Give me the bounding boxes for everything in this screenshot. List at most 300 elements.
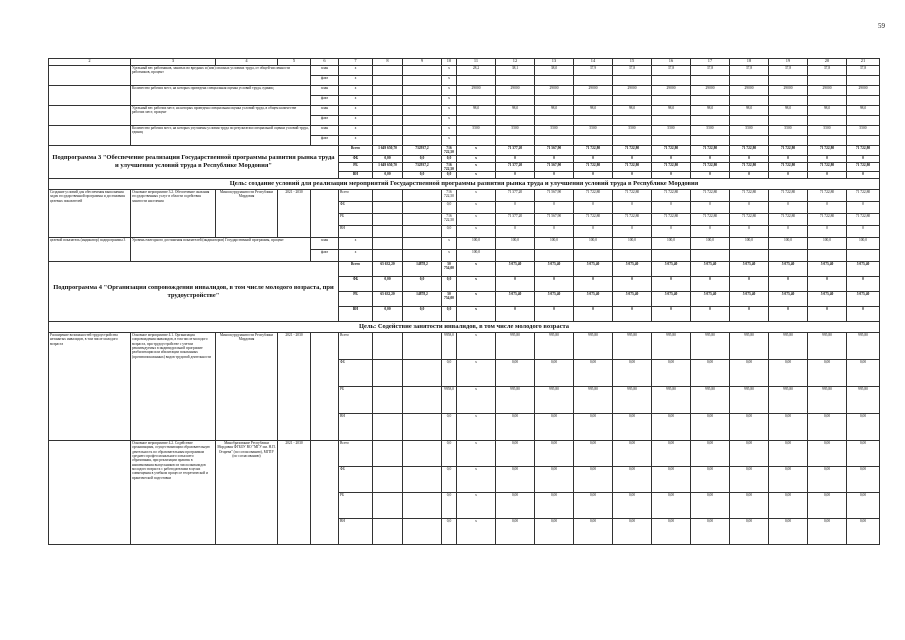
table-cell: х bbox=[442, 136, 457, 146]
table-cell: 0,00 bbox=[373, 277, 403, 292]
table-cell: 71 722,80 bbox=[808, 190, 847, 202]
table-cell: 995,80 bbox=[808, 387, 847, 414]
table-cell bbox=[496, 250, 535, 262]
table-cell: 37,8 bbox=[730, 66, 769, 76]
table-cell: Всего bbox=[339, 333, 373, 360]
table-cell: 5 075,40 bbox=[535, 292, 574, 307]
table-cell: 71 722,80 bbox=[652, 146, 691, 156]
table-cell: х bbox=[457, 226, 496, 238]
table-cell: 0,00 bbox=[691, 360, 730, 387]
table-cell: 0 bbox=[730, 277, 769, 292]
column-header: 3 bbox=[131, 59, 216, 66]
table-cell: 0,00 bbox=[496, 467, 535, 493]
table-cell: х bbox=[457, 414, 496, 441]
table-cell: 0 bbox=[535, 155, 574, 162]
table-cell: 995,80 bbox=[613, 333, 652, 360]
table-cell: 0,00 bbox=[730, 493, 769, 519]
table-row bbox=[49, 238, 880, 250]
executor: Минсоцтрудзанятости Республики Мордовия bbox=[216, 190, 278, 238]
table-cell: 0,00 bbox=[730, 441, 769, 467]
column-header: 20 bbox=[808, 59, 847, 66]
table-cell: 5 075,40 bbox=[574, 292, 613, 307]
table-cell: 98,0 bbox=[769, 106, 808, 116]
table-cell: 0 bbox=[808, 202, 847, 214]
table-cell: РБ bbox=[339, 214, 373, 226]
table-cell: 71 722,80 bbox=[730, 162, 769, 172]
table-cell bbox=[769, 250, 808, 262]
table-cell: 0 bbox=[613, 172, 652, 179]
table-cell: 0 bbox=[574, 226, 613, 238]
indicator-label: Удельный вес рабочих мест, на которых проведена специальная оценка условий труда, в общем количестве рабочих мест, процент bbox=[131, 106, 311, 126]
table-cell: х bbox=[442, 96, 457, 106]
table-cell bbox=[311, 190, 339, 238]
table-cell: ФБ bbox=[339, 467, 373, 493]
table-cell: 71 567,90 bbox=[535, 190, 574, 202]
table-cell: 71 722,80 bbox=[730, 214, 769, 226]
table-cell: 71 722,80 bbox=[691, 146, 730, 156]
table-cell: 0 bbox=[652, 226, 691, 238]
table-cell: 5500 bbox=[691, 126, 730, 136]
table-cell: 995,80 bbox=[535, 333, 574, 360]
table-cell: 0 bbox=[496, 277, 535, 292]
table-cell: 71 722,80 bbox=[652, 190, 691, 202]
table-cell bbox=[691, 116, 730, 126]
table-cell: 0,00 bbox=[613, 519, 652, 545]
table-cell: 71 567,90 bbox=[535, 214, 574, 226]
table-cell: 98,0 bbox=[691, 106, 730, 116]
table-cell bbox=[373, 76, 403, 86]
column-header: 4 bbox=[216, 59, 278, 66]
table-cell: 716 722,50 bbox=[442, 190, 457, 202]
table-cell bbox=[373, 519, 403, 545]
table-cell bbox=[403, 467, 442, 493]
table-cell: 0,00 bbox=[535, 414, 574, 441]
table-cell bbox=[373, 441, 403, 467]
table-cell: 71 722,80 bbox=[613, 190, 652, 202]
table-cell: 37,9 bbox=[574, 66, 613, 76]
table-cell bbox=[403, 441, 442, 467]
column-header: 7 bbox=[339, 59, 373, 66]
table-cell: факт bbox=[311, 76, 339, 86]
table-cell bbox=[496, 96, 535, 106]
table-cell: 0,00 bbox=[847, 519, 880, 545]
activity-name: Основное мероприятие 4.1. Организация сопровождения инвалидов, в том числе молодого возраста, при трудоустройстве с учетом рекомендуемых в индивидуальной программе реабилитации или абилитации показанных (противопоказанных) видов трудовой деятельности bbox=[131, 333, 216, 441]
table-cell bbox=[613, 76, 652, 86]
table-cell: х bbox=[442, 250, 457, 262]
table-cell bbox=[403, 387, 442, 414]
table-cell bbox=[373, 106, 403, 116]
table-cell: 0,00 bbox=[847, 493, 880, 519]
table-cell: 100,0 bbox=[808, 238, 847, 250]
table-cell bbox=[730, 76, 769, 86]
table-cell: 98,0 bbox=[808, 106, 847, 116]
table-cell: план bbox=[311, 66, 339, 76]
table-cell: 0 bbox=[808, 226, 847, 238]
column-header: 8 bbox=[373, 59, 403, 66]
table-cell: 0 bbox=[652, 172, 691, 179]
table-cell: 29000 bbox=[808, 86, 847, 96]
task-cell: Расширение возможностей трудоустройства незанятых инвалидов, в том числе молодого возраста bbox=[49, 333, 131, 441]
table-cell: х bbox=[442, 76, 457, 86]
table-cell bbox=[373, 86, 403, 96]
table-cell bbox=[574, 136, 613, 146]
table-cell: 0,00 bbox=[535, 519, 574, 545]
table-cell: 98,0 bbox=[574, 106, 613, 116]
table-cell: Всего bbox=[339, 146, 373, 156]
table-cell bbox=[652, 96, 691, 106]
table-cell bbox=[535, 136, 574, 146]
table-cell: 71 377,20 bbox=[496, 162, 535, 172]
table-cell: 37,8 bbox=[808, 66, 847, 76]
table-cell: 0 bbox=[691, 277, 730, 292]
table-cell: 995,80 bbox=[730, 333, 769, 360]
table-cell bbox=[311, 333, 339, 441]
table-cell: ФБ bbox=[339, 155, 373, 162]
table-cell bbox=[49, 126, 131, 146]
column-header: 9 bbox=[403, 59, 442, 66]
table-cell: 0 bbox=[613, 226, 652, 238]
table-cell: Всего bbox=[339, 262, 373, 277]
task-cell bbox=[49, 441, 131, 545]
table-cell: 5 075,40 bbox=[691, 262, 730, 277]
table-cell bbox=[613, 136, 652, 146]
table-cell: 0 bbox=[808, 155, 847, 162]
table-cell bbox=[373, 96, 403, 106]
table-cell bbox=[403, 202, 442, 214]
table-cell: 995,80 bbox=[496, 387, 535, 414]
table-cell bbox=[403, 76, 442, 86]
table-cell: 0,00 bbox=[652, 414, 691, 441]
table-cell: 5 075,40 bbox=[730, 262, 769, 277]
table-cell: 0 bbox=[769, 277, 808, 292]
table-cell: 71 722,80 bbox=[613, 146, 652, 156]
table-cell: 65 632,20 bbox=[373, 292, 403, 307]
table-cell: 98,0 bbox=[613, 106, 652, 116]
table-cell: план bbox=[311, 238, 339, 250]
table-cell: 0,00 bbox=[652, 493, 691, 519]
table-cell: 0,00 bbox=[496, 441, 535, 467]
table-row bbox=[49, 190, 880, 202]
table-cell: 71 722,80 bbox=[847, 146, 880, 156]
table-cell: 0,0 bbox=[442, 414, 457, 441]
table-cell: х bbox=[339, 126, 373, 136]
table-cell: 0 bbox=[574, 202, 613, 214]
table-cell: 5 075,40 bbox=[496, 262, 535, 277]
executor: Минсоцтрудзанятости Республики Мордовия bbox=[216, 333, 278, 441]
table-cell: 98,0 bbox=[652, 106, 691, 116]
table-cell: 0,00 bbox=[691, 441, 730, 467]
subprogram-title: Подпрограмма 4 "Организация сопровождения инвалидов, в том числе молодого возраста, при трудоустройстве" bbox=[49, 262, 339, 322]
table-cell: 0 bbox=[691, 226, 730, 238]
table-cell bbox=[730, 136, 769, 146]
indicator-label: Количество рабочих мест, на которых улучшены условия труда по результатам специальной оценки условий труда, единиц bbox=[131, 126, 311, 146]
table-cell bbox=[373, 66, 403, 76]
table-cell: х bbox=[457, 441, 496, 467]
table-cell: план bbox=[311, 126, 339, 136]
table-cell: 995,80 bbox=[847, 387, 880, 414]
column-header: 10 bbox=[442, 59, 457, 66]
table-cell: 0,00 bbox=[535, 493, 574, 519]
table-cell bbox=[403, 333, 442, 360]
table-cell: 98,0 bbox=[730, 106, 769, 116]
column-header: 6 bbox=[311, 59, 339, 66]
table-cell bbox=[652, 250, 691, 262]
column-header: 17 bbox=[691, 59, 730, 66]
table-cell: 0 bbox=[730, 226, 769, 238]
activity-name: Основное мероприятие 4.2. Содействие организациям, осуществляющим образовательную деятельность по образовательным программам среднего профессионального и высшего образования, при реализации практик в наименования выпускников из числа инвалидов молодого возраста с работодателями в целях совмещения в учебном процессе теоретической и практической подготовки bbox=[131, 441, 216, 545]
table-cell: 0,00 bbox=[847, 414, 880, 441]
table-cell: 0 bbox=[496, 307, 535, 322]
table-cell: 0 bbox=[808, 307, 847, 322]
table-cell: 29000 bbox=[574, 86, 613, 96]
table-cell: 0,00 bbox=[496, 414, 535, 441]
table-cell bbox=[847, 76, 880, 86]
table-cell bbox=[496, 136, 535, 146]
table-cell: 0,00 bbox=[652, 360, 691, 387]
table-cell bbox=[613, 96, 652, 106]
table-cell: 0,00 bbox=[808, 414, 847, 441]
table-cell bbox=[691, 76, 730, 86]
table-cell bbox=[730, 96, 769, 106]
table-cell bbox=[808, 116, 847, 126]
table-cell bbox=[574, 96, 613, 106]
table-cell: 5 075,40 bbox=[496, 292, 535, 307]
table-cell bbox=[373, 360, 403, 387]
table-cell: 0 bbox=[652, 202, 691, 214]
table-cell bbox=[373, 414, 403, 441]
table-cell bbox=[769, 76, 808, 86]
column-header: 19 bbox=[769, 59, 808, 66]
table-cell: х bbox=[442, 86, 457, 96]
table-cell: 50 754,00 bbox=[442, 292, 457, 307]
table-cell: 0 bbox=[769, 307, 808, 322]
table-cell: 0,00 bbox=[613, 414, 652, 441]
table-cell: 5 075,40 bbox=[769, 292, 808, 307]
table-cell: 0,00 bbox=[652, 441, 691, 467]
table-body bbox=[49, 59, 880, 545]
table-cell bbox=[652, 76, 691, 86]
table-cell: 995,80 bbox=[847, 333, 880, 360]
table-cell: 0,0 bbox=[442, 519, 457, 545]
column-header: 14 bbox=[574, 59, 613, 66]
table-cell: 0 bbox=[730, 202, 769, 214]
table-cell: план bbox=[311, 106, 339, 116]
table-cell: 5500 bbox=[730, 126, 769, 136]
table-cell: 0,0 bbox=[442, 467, 457, 493]
table-cell: 5500 bbox=[769, 126, 808, 136]
table-cell: 0 bbox=[691, 155, 730, 162]
table-cell: 100,0 bbox=[847, 238, 880, 250]
table-cell: 0,00 bbox=[769, 519, 808, 545]
column-header: 16 bbox=[652, 59, 691, 66]
table-cell: 100,0 bbox=[613, 238, 652, 250]
table-cell: х bbox=[457, 172, 496, 179]
table-cell bbox=[373, 136, 403, 146]
table-cell bbox=[535, 96, 574, 106]
table-cell: х bbox=[457, 467, 496, 493]
table-cell: х bbox=[457, 162, 496, 172]
table-cell: 0,00 bbox=[730, 467, 769, 493]
table-row bbox=[49, 146, 880, 156]
table-cell bbox=[613, 250, 652, 262]
table-cell: 716 722,50 bbox=[442, 162, 457, 172]
table-cell: 71 722,80 bbox=[613, 214, 652, 226]
table-cell: 0,00 bbox=[496, 519, 535, 545]
table-cell: 5500 bbox=[457, 126, 496, 136]
table-cell: 5 075,40 bbox=[847, 262, 880, 277]
table-cell: х bbox=[457, 387, 496, 414]
table-cell: 0,00 bbox=[613, 467, 652, 493]
table-cell: 995,80 bbox=[574, 387, 613, 414]
table-cell: 29000 bbox=[652, 86, 691, 96]
table-cell: 995,80 bbox=[652, 387, 691, 414]
column-header: 15 bbox=[613, 59, 652, 66]
table-cell: 71 567,90 bbox=[535, 146, 574, 156]
table-cell bbox=[403, 250, 442, 262]
table-cell: 0 bbox=[613, 202, 652, 214]
table-cell bbox=[373, 202, 403, 214]
table-cell: 9958,0 bbox=[442, 387, 457, 414]
column-header: 11 bbox=[457, 59, 496, 66]
table-cell: 995,80 bbox=[808, 333, 847, 360]
table-cell bbox=[403, 226, 442, 238]
table-cell: 14878,2 bbox=[403, 262, 442, 277]
table-cell: 0 bbox=[535, 172, 574, 179]
indicator-label: Удельный вес работников, занятых во вредных и (или) опасных условиях труда, от общей численности работников, процент bbox=[131, 66, 311, 86]
table-cell: 38,1 bbox=[496, 66, 535, 76]
table-cell: 5 075,40 bbox=[769, 262, 808, 277]
table-cell: 0,00 bbox=[535, 441, 574, 467]
table-cell: 28,2 bbox=[457, 66, 496, 76]
table-cell: 71 722,80 bbox=[691, 214, 730, 226]
table-cell: 0,00 bbox=[730, 414, 769, 441]
table-cell bbox=[49, 86, 131, 106]
table-cell bbox=[373, 333, 403, 360]
table-cell: 71 722,80 bbox=[691, 162, 730, 172]
table-cell: 995,80 bbox=[769, 387, 808, 414]
table-cell: 0 bbox=[535, 226, 574, 238]
table-cell bbox=[373, 387, 403, 414]
table-cell: 5500 bbox=[613, 126, 652, 136]
table-cell: 5 075,40 bbox=[808, 292, 847, 307]
table-cell: х bbox=[457, 519, 496, 545]
table-row bbox=[49, 262, 880, 277]
table-cell: 100,0 bbox=[730, 238, 769, 250]
table-cell: 71 377,20 bbox=[496, 190, 535, 202]
table-cell: 0 bbox=[847, 307, 880, 322]
table-cell: 37,8 bbox=[613, 66, 652, 76]
table-cell: 995,80 bbox=[652, 333, 691, 360]
table-cell: 5500 bbox=[496, 126, 535, 136]
table-cell bbox=[730, 116, 769, 126]
table-cell: х bbox=[457, 146, 496, 156]
table-cell bbox=[574, 116, 613, 126]
table-cell: 5 075,40 bbox=[652, 292, 691, 307]
table-cell bbox=[457, 76, 496, 86]
table-cell: 0,0 bbox=[442, 155, 457, 162]
table-cell: 0 bbox=[769, 226, 808, 238]
table-cell: х bbox=[457, 307, 496, 322]
table-cell: х bbox=[442, 66, 457, 76]
table-cell bbox=[311, 441, 339, 545]
table-cell: 100,0 bbox=[457, 238, 496, 250]
table-cell: 100,0 bbox=[496, 238, 535, 250]
table-cell: 732937,2 bbox=[403, 146, 442, 156]
goal-title: Цель: создание условий для реализации мероприятий Государственной программы развития рынка труда и улучшения условий труда в Республике Мордовия bbox=[49, 179, 880, 190]
table-cell: х bbox=[442, 116, 457, 126]
table-cell: РБ bbox=[339, 387, 373, 414]
table-cell: 0 bbox=[652, 155, 691, 162]
table-cell bbox=[373, 226, 403, 238]
table-cell: ФБ bbox=[339, 202, 373, 214]
table-cell: 995,80 bbox=[496, 333, 535, 360]
table-cell: 5500 bbox=[847, 126, 880, 136]
table-cell: 0 bbox=[652, 277, 691, 292]
table-cell bbox=[457, 136, 496, 146]
table-cell bbox=[373, 250, 403, 262]
table-cell: 29000 bbox=[535, 86, 574, 96]
table-cell bbox=[403, 414, 442, 441]
table-row bbox=[49, 441, 880, 467]
table-cell: 0,0 bbox=[403, 155, 442, 162]
table-cell bbox=[496, 116, 535, 126]
table-cell: 716 722,50 bbox=[442, 146, 457, 156]
table-cell bbox=[457, 96, 496, 106]
table-cell: х bbox=[339, 66, 373, 76]
table-cell: 995,80 bbox=[769, 333, 808, 360]
table-cell: 71 722,80 bbox=[574, 146, 613, 156]
table-cell bbox=[373, 116, 403, 126]
table-cell: 5500 bbox=[652, 126, 691, 136]
table-cell: 98,0 bbox=[847, 106, 880, 116]
period: 2021 - 2030 bbox=[278, 333, 311, 441]
table-row bbox=[49, 106, 880, 116]
table-cell bbox=[403, 136, 442, 146]
table-cell: 5 075,40 bbox=[574, 262, 613, 277]
table-cell: 0,00 bbox=[730, 360, 769, 387]
table-cell bbox=[403, 126, 442, 136]
column-header: 2 bbox=[49, 59, 131, 66]
table-cell: 0 bbox=[808, 172, 847, 179]
table-cell: х bbox=[339, 136, 373, 146]
table-cell: 0,00 bbox=[691, 493, 730, 519]
table-cell: 71 722,80 bbox=[847, 162, 880, 172]
subprogram-title: Подпрограмма 3 "Обеспечение реализации Государственной программы развития рынка труда и улучшения условий труда в Республике Мордовия" bbox=[49, 146, 339, 179]
table-cell: 0 bbox=[535, 307, 574, 322]
table-cell: 1 649 650,70 bbox=[373, 146, 403, 156]
table-cell: 50 754,00 bbox=[442, 262, 457, 277]
table-cell: 37,8 bbox=[847, 66, 880, 76]
table-cell: 71 722,80 bbox=[652, 214, 691, 226]
table-cell: 0,0 bbox=[403, 172, 442, 179]
table-cell: ФБ bbox=[339, 277, 373, 292]
table-cell bbox=[769, 96, 808, 106]
table-cell: 0,00 bbox=[574, 519, 613, 545]
table-cell: 100,0 bbox=[535, 238, 574, 250]
table-cell: х bbox=[339, 106, 373, 116]
table-cell bbox=[403, 106, 442, 116]
table-cell: 71 722,80 bbox=[769, 146, 808, 156]
table-cell: х bbox=[457, 277, 496, 292]
table-cell: 716 722,50 bbox=[442, 214, 457, 226]
table-cell: 0 bbox=[847, 155, 880, 162]
table-row bbox=[49, 333, 880, 360]
indicator-name: Уровень ежегодного достижения показателей (индикаторов) Государственной программы, процент bbox=[131, 238, 311, 262]
table-cell: х bbox=[457, 190, 496, 202]
table-cell bbox=[403, 214, 442, 226]
table-cell bbox=[373, 238, 403, 250]
table-cell: 98,0 bbox=[535, 106, 574, 116]
